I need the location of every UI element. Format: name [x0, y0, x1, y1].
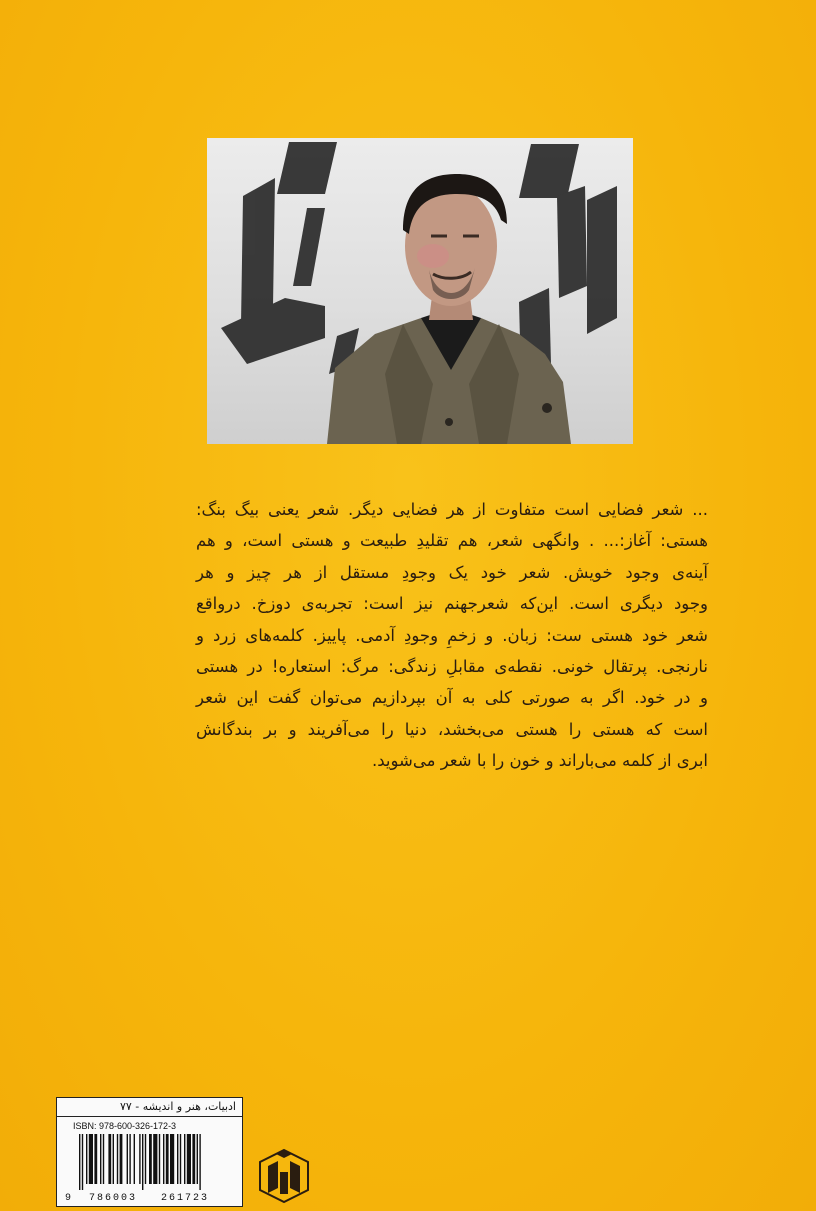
barcode-bar [79, 1134, 80, 1190]
barcode-bar [192, 1134, 195, 1184]
barcode-bar [170, 1134, 174, 1184]
barcode-bar [166, 1134, 169, 1184]
barcode-icon [67, 1134, 235, 1192]
barcode-bar [103, 1134, 104, 1184]
blurb-line: است که هستی را هستی می‌بخشد، دنیا را می‌آفریند و بر بندگانش [196, 719, 708, 739]
blurb-line: ابری از کلمه می‌باراند و خون را با شعر می‌شوید. [372, 751, 708, 771]
barcode-bar [184, 1134, 185, 1184]
barcode-bar [163, 1134, 164, 1184]
barcode-bar [139, 1134, 140, 1184]
afraz-logo-icon [258, 1148, 310, 1204]
barcode-digit-right: 261723 [161, 1193, 210, 1204]
barcode-bar [94, 1134, 97, 1184]
blurb-line: و در خود. اگر به صورتی کلی به آن بپردازیم می‌توان گفت این شعر [196, 688, 708, 708]
barcode-bar [197, 1134, 198, 1184]
barcode-bar [127, 1134, 128, 1184]
barcode-bar [129, 1134, 130, 1184]
barcode-bar [100, 1134, 101, 1184]
blurb-line: وجود دیگری است. این‌که شعرجهنم نیز است: تجربه‌ی دوزخ. درواقع [196, 594, 708, 614]
isbn-text: ISBN: 978-600-326-172-3 [73, 1121, 177, 1131]
barcode-bar [82, 1134, 83, 1190]
barcode-bar [120, 1134, 123, 1184]
blurb-line: شعر خود هستی ست: زبان. و زخمِ وجودِ آدمی. پاییز. کلمه‌های زرد و [196, 625, 708, 645]
publisher-logo [258, 1148, 310, 1204]
blurb-line: نارنجی. پرتقال خونی. نقطه‌ی مقابلِ زندگی: مرگ: استعاره! در هستی [196, 657, 708, 677]
barcode-bar [89, 1134, 93, 1184]
author-photo-icon [207, 138, 633, 444]
barcode-bar [159, 1134, 160, 1184]
barcode-bar [153, 1134, 157, 1184]
author-photo [207, 138, 633, 444]
barcode-label [56, 1097, 243, 1207]
barcode-bar [187, 1134, 191, 1184]
series-label: ادبیات، هنر و اندیشه - ۷۷ [57, 1098, 242, 1117]
barcode-bar [142, 1134, 143, 1190]
barcode-bar [86, 1134, 87, 1184]
blurb-line: آینه‌ی وجود خویش. شعر خود یک وجودِ مستقل از هر چیز و هر [196, 562, 708, 582]
barcode-bar [134, 1134, 135, 1184]
barcode-bar [180, 1134, 181, 1184]
barcode-digit-left: 786003 [89, 1193, 138, 1204]
barcode-bar [149, 1134, 152, 1184]
barcode-bar [113, 1134, 114, 1184]
barcode-bar [108, 1134, 111, 1184]
barcode-bar [145, 1134, 146, 1184]
barcode-bar [177, 1134, 178, 1184]
barcode-bar [117, 1134, 118, 1184]
blurb-line: ... شعر فضایی است متفاوت از هر فضایی دیگر. شعر یعنی بیگ بنگ: [196, 500, 708, 519]
barcode-bar [199, 1134, 200, 1190]
back-cover-blurb [196, 494, 708, 777]
barcode-digit-prefix: 9 [65, 1193, 72, 1204]
barcode-digits [65, 1193, 245, 1205]
blurb-line: هستی: آغاز:... . وانگهی شعر، هم تقلیدِ طبیعت و هستی است، و هم [196, 531, 708, 551]
